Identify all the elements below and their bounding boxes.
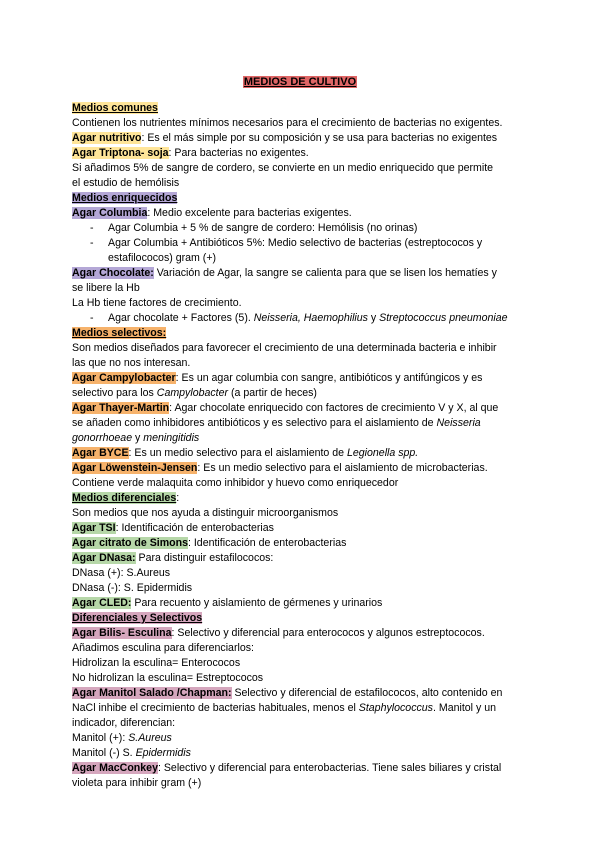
list-item: Agar Triptona- soja: Para bacterias no exigentes. xyxy=(72,147,309,159)
paragraph: Contiene verde malaquita como inhibidor y huevo como enriquecedor xyxy=(72,477,399,489)
paragraph: Son medios que nos ayuda a distinguir microorganismos xyxy=(72,507,339,519)
list-item: Agar Löwenstein-Jensen: Es un medio selectivo para el aislamiento de microbacterias. xyxy=(72,462,488,474)
document-body xyxy=(72,101,532,791)
list-item: Agar CLED: Para recuento y aislamiento de gérmenes y urinarios xyxy=(72,597,383,609)
paragraph: las que no nos interesan. xyxy=(72,357,191,369)
list-item: Agar Manitol Salado /Chapman: Selectivo y diferencial de estafilococos, alto contenido en xyxy=(72,687,503,699)
list-item: Agar Campylobacter: Es un agar columbia con sangre, antibióticos y antifúngicos y es xyxy=(72,372,483,384)
paragraph: se añaden como inhibidores antibióticos y es selectivo para el aislamiento de Neisseria xyxy=(72,417,481,429)
list-item: Agar Bilis- Esculina: Selectivo y diferencial para enterococos y algunos estreptococos. xyxy=(72,627,485,639)
section-heading-comunes: Medios comunes xyxy=(72,102,158,114)
paragraph: La Hb tiene factores de crecimiento. xyxy=(72,297,242,309)
page-title: MEDIOS DE CULTIVO xyxy=(243,76,357,88)
list-item: Agar Chocolate: Variación de Agar, la sangre se calienta para que se lisen los hematíes y xyxy=(72,267,497,279)
paragraph: Hidrolizan la esculina= Enterococos xyxy=(72,657,241,669)
list-item: Agar MacConkey: Selectivo y diferencial para enterobacterias. Tiene sales biliares y cristal xyxy=(72,762,502,774)
section-heading-diferenciales: Medios diferenciales: xyxy=(72,492,180,504)
list-item: Agar DNasa: Para distinguir estafilococos: xyxy=(72,552,274,564)
list-item: Agar citrato de Simons: Identificación de enterobacterias xyxy=(72,537,347,549)
paragraph: DNasa (-): S. Epidermidis xyxy=(72,582,193,594)
bullet-item: - Agar Columbia + 5 % de sangre de cordero: Hemólisis (no orinas) xyxy=(90,222,418,234)
bullet-item: - Agar Columbia + Antibióticos 5%: Medio selectivo de bacterias (estreptococos y xyxy=(90,237,483,249)
paragraph: Añadimos esculina para diferenciarlos: xyxy=(72,642,254,654)
section-heading-enriquecidos: Medios enriquecidos xyxy=(72,192,178,204)
paragraph: indicador, diferencian: xyxy=(72,717,176,729)
paragraph: NaCl inhibe el crecimiento de bacterias habituales, menos el Staphylococcus. Manitol y un xyxy=(72,702,496,714)
paragraph: Son medios diseñados para favorecer el crecimiento de una determinada bacteria e inhibir xyxy=(72,342,497,354)
section-heading-dif-selectivos: Diferenciales y Selectivos xyxy=(72,612,203,624)
paragraph: Contienen los nutrientes mínimos necesarios para el crecimiento de bacterias no exigentes. xyxy=(72,117,503,129)
list-item: Agar BYCE: Es un medio selectivo para el aislamiento de Legionella spp. xyxy=(72,447,419,459)
paragraph: gonorrhoeae y meningitidis xyxy=(72,432,200,444)
bullet-continuation: estafilococos) gram (+) xyxy=(108,252,217,264)
paragraph: se libere la Hb xyxy=(72,282,140,294)
list-item: Agar Thayer-Martin: Agar chocolate enriquecido con factores de crecimiento V y X, al que xyxy=(72,402,499,414)
list-item: Agar TSI: Identificación de enterobacterias xyxy=(72,522,274,534)
list-item: Agar Columbia: Medio excelente para bacterias exigentes. xyxy=(72,207,352,219)
paragraph: Manitol (+): S.Aureus xyxy=(72,732,172,744)
paragraph: No hidrolizan la esculina= Estreptococos xyxy=(72,672,264,684)
section-heading-selectivos: Medios selectivos: xyxy=(72,327,167,339)
title-row xyxy=(0,72,600,90)
paragraph: selectivo para los Campylobacter (a partir de heces) xyxy=(72,387,317,399)
paragraph: violeta para inhibir gram (+) xyxy=(72,777,202,789)
paragraph: Si añadimos 5% de sangre de cordero, se convierte en un medio enriquecido que permite xyxy=(72,162,494,174)
list-item: Agar nutritivo: Es el más simple por su composición y se usa para bacterias no exigentes xyxy=(72,132,498,144)
bullet-item: - Agar chocolate + Factores (5). Neisseria, Haemophilius y Streptococcus pneumoniae xyxy=(90,312,508,324)
paragraph: el estudio de hemólisis xyxy=(72,177,180,189)
paragraph: DNasa (+): S.Aureus xyxy=(72,567,171,579)
paragraph: Manitol (-) S. Epidermidis xyxy=(72,747,191,759)
